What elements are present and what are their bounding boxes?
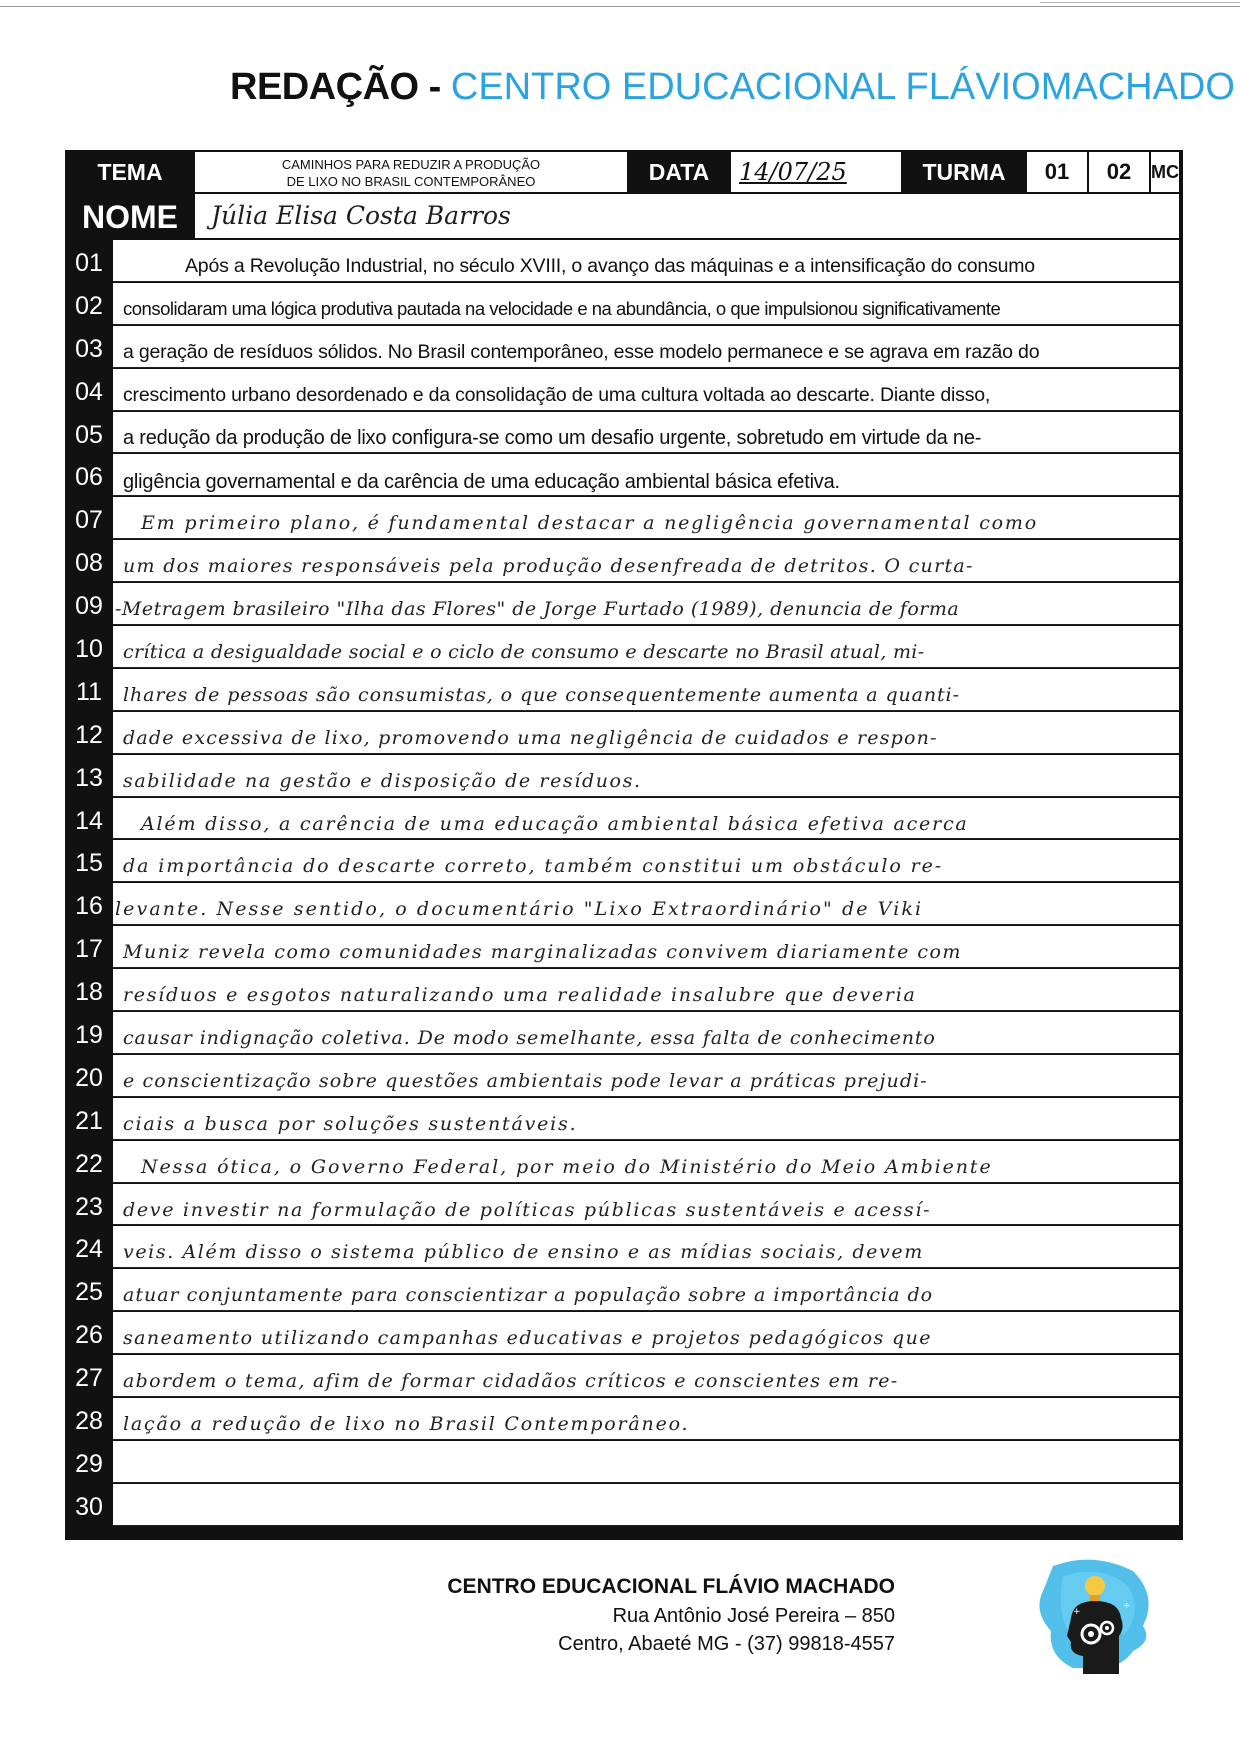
line-number: 21 <box>75 1106 103 1135</box>
svg-text:÷: ÷ <box>1123 1601 1131 1611</box>
line-text[interactable]: levante. Nesse sentido, o documentário "Lixo Extraordinário" de Viki <box>113 883 1179 925</box>
line-number: 18 <box>75 978 103 1007</box>
line-text[interactable] <box>113 1441 1179 1483</box>
nome-row <box>65 194 1183 240</box>
line-number: 24 <box>75 1235 103 1264</box>
line-text[interactable]: lação a redução de lixo no Brasil Contemporâneo. <box>113 1398 1179 1440</box>
line-number: 25 <box>75 1278 103 1307</box>
essay-line <box>65 1269 1183 1312</box>
scan-edge-line-top <box>1040 2 1240 3</box>
footer-address-line-1: Rua Antônio José Pereira – 850 <box>612 1605 895 1627</box>
line-text[interactable]: consolidaram uma lógica produtiva pautada na velocidade e na abundância, o que impulsionou significativamente <box>113 283 1179 325</box>
form-header-row <box>65 150 1183 194</box>
essay-line <box>65 1141 1183 1184</box>
tema-line-2: DE LIXO NO BRASIL CONTEMPORÂNEO <box>286 174 536 189</box>
essay-line <box>65 669 1183 712</box>
line-number: 02 <box>75 291 103 320</box>
essay-line <box>65 283 1183 326</box>
essay-line <box>65 412 1183 455</box>
line-number: 05 <box>75 420 103 449</box>
line-number: 03 <box>75 334 103 363</box>
line-number: 11 <box>76 677 102 706</box>
line-text[interactable]: Além disso, a carência de uma educação ambiental básica efetiva acerca <box>113 798 1179 840</box>
line-number: 20 <box>75 1063 103 1092</box>
line-text[interactable]: Muniz revela como comunidades marginalizadas convivem diariamente com <box>113 926 1179 968</box>
line-number: 13 <box>75 763 103 792</box>
line-text[interactable] <box>113 1484 1179 1526</box>
logo-icon <box>1033 1556 1158 1691</box>
essay-line <box>65 798 1183 841</box>
line-text[interactable]: deve investir na formulação de políticas públicas sustentáveis e acessí- <box>113 1184 1179 1226</box>
page-title <box>230 66 1235 118</box>
nome-label: NOME <box>82 199 178 235</box>
line-text[interactable]: um dos maiores responsáveis pela produção desenfreada de detritos. O curta- <box>113 540 1179 582</box>
line-number: 29 <box>75 1449 103 1478</box>
svg-text:+: + <box>1073 1607 1081 1617</box>
head-lightbulb-gears-logo <box>1033 1556 1158 1691</box>
essay-line <box>65 497 1183 540</box>
line-number: 17 <box>75 935 103 964</box>
essay-sheet <box>65 150 1183 1540</box>
line-text[interactable]: Após a Revolução Industrial, no século XVIII, o avanço das máquinas e a intensificação do consumo <box>113 240 1179 282</box>
essay-line <box>65 1184 1183 1227</box>
tema-text <box>195 152 627 190</box>
line-number: 26 <box>75 1321 103 1350</box>
line-number: 08 <box>75 549 103 578</box>
essay-line <box>65 1441 1183 1484</box>
turma-option-01[interactable] <box>1027 152 1087 192</box>
line-text[interactable]: gligência governamental e da carência de uma educação ambiental básica efetiva. <box>113 454 1179 496</box>
essay-line <box>65 1012 1183 1055</box>
line-text[interactable]: da importância do descarte correto, também constitui um obstáculo re- <box>113 840 1179 882</box>
line-number: 04 <box>75 377 103 406</box>
essay-line <box>65 1355 1183 1398</box>
essay-line <box>65 883 1183 926</box>
line-number: 30 <box>75 1492 103 1521</box>
line-text[interactable]: resíduos e esgotos naturalizando uma realidade insalubre que deveria <box>113 969 1179 1011</box>
essay-line <box>65 454 1183 497</box>
line-number: 15 <box>75 849 103 878</box>
line-text[interactable]: a geração de resíduos sólidos. No Brasil contemporâneo, esse modelo permanece e se agrava em razão do <box>113 326 1179 368</box>
line-text[interactable]: e conscientização sobre questões ambientais pode levar a práticas prejudi- <box>113 1055 1179 1097</box>
line-number: 07 <box>75 506 103 535</box>
turma-option-02[interactable] <box>1089 152 1149 192</box>
line-number: 28 <box>75 1407 103 1436</box>
line-number: 09 <box>75 592 103 621</box>
essay-line <box>65 1226 1183 1269</box>
line-text[interactable]: a redução da produção de lixo configura-se como um desafio urgente, sobretudo em virtude da ne- <box>113 412 1179 454</box>
essay-line <box>65 626 1183 669</box>
scan-edge-line <box>0 6 1240 7</box>
line-text[interactable]: sabilidade na gestão e disposição de resíduos. <box>113 755 1179 797</box>
tema-label: TEMA <box>97 159 163 185</box>
essay-line <box>65 540 1183 583</box>
essay-line <box>65 1312 1183 1355</box>
line-number: 16 <box>75 892 103 921</box>
line-number: 22 <box>75 1149 103 1178</box>
essay-line <box>65 369 1183 412</box>
essay-line <box>65 755 1183 798</box>
line-text[interactable]: veis. Além disso o sistema público de ensino e as mídias sociais, devem <box>113 1226 1179 1268</box>
turma-label: TURMA <box>922 159 1006 185</box>
essay-line <box>65 712 1183 755</box>
line-text[interactable]: -Metragem brasileiro "Ilha das Flores" de Jorge Furtado (1989), denuncia de forma <box>113 583 1179 625</box>
tema-line-1: CAMINHOS PARA REDUZIR A PRODUÇÃO <box>281 157 541 172</box>
line-number: 01 <box>75 249 103 277</box>
line-number: 27 <box>75 1364 103 1393</box>
line-number: 19 <box>75 1021 103 1050</box>
line-text[interactable]: causar indignação coletiva. De modo semelhante, essa falta de conhecimento <box>113 1012 1179 1054</box>
essay-line <box>65 1098 1183 1141</box>
data-field[interactable] <box>731 152 901 192</box>
line-text[interactable]: ciais a busca por soluções sustentáveis. <box>113 1098 1179 1140</box>
title-redacao: REDAÇÃO - <box>230 66 451 108</box>
essay-line <box>65 840 1183 883</box>
line-text[interactable]: atuar conjuntamente para conscientizar a população sobre a importância do <box>113 1269 1179 1311</box>
line-text[interactable]: crítica a desigualdade social e o ciclo de consumo e descarte no Brasil atual, mi- <box>113 626 1179 668</box>
line-text[interactable]: dade excessiva de lixo, promovendo uma negligência de cuidados e respon- <box>113 712 1179 754</box>
line-text[interactable]: lhares de pessoas são consumistas, o que consequentemente aumenta a quanti- <box>113 669 1179 711</box>
line-text[interactable]: crescimento urbano desordenado e da consolidação de uma cultura voltada ao descarte. Diante disso, <box>113 369 1179 411</box>
turma-option-01-label: 01 <box>1044 159 1070 184</box>
essay-line <box>65 1484 1183 1527</box>
line-text[interactable]: Em primeiro plano, é fundamental destacar a negligência governamental como <box>113 497 1179 539</box>
essay-line <box>65 326 1183 369</box>
footer-address <box>447 1572 895 1658</box>
line-number: 14 <box>75 806 103 835</box>
nome-value: Júlia Elisa Costa Barros <box>211 201 511 230</box>
turma-option-mc-label: MC <box>1151 162 1179 182</box>
footer-school-name: CENTRO EDUCACIONAL FLÁVIO MACHADO <box>447 1575 895 1598</box>
line-number: 10 <box>75 635 103 664</box>
line-number: 06 <box>75 463 103 492</box>
essay-line <box>65 240 1183 283</box>
footer-address-line-2: Centro, Abaeté MG - (37) 99818-4557 <box>558 1633 895 1655</box>
essay-line <box>65 1055 1183 1098</box>
title-school: CENTRO EDUCACIONAL FLÁVIOMACHADO <box>450 66 1235 108</box>
line-number: 23 <box>75 1192 103 1221</box>
line-text[interactable]: Nessa ótica, o Governo Federal, por meio do Ministério do Meio Ambiente <box>113 1141 1179 1183</box>
essay-line <box>65 583 1183 626</box>
turma-option-02-label: 02 <box>1106 159 1132 184</box>
line-text[interactable]: saneamento utilizando campanhas educativas e projetos pedagógicos que <box>113 1312 1179 1354</box>
data-label: DATA <box>648 159 710 185</box>
tema-field[interactable] <box>195 152 627 192</box>
essay-line <box>65 969 1183 1012</box>
line-text[interactable]: abordem o tema, afim de formar cidadãos críticos e conscientes em re- <box>113 1355 1179 1397</box>
turma-option-mc[interactable] <box>1151 152 1179 192</box>
essay-line <box>65 926 1183 969</box>
essay-line <box>65 1398 1183 1441</box>
line-number: 12 <box>75 720 103 749</box>
nome-field[interactable] <box>195 194 1179 238</box>
data-value: 14/07/25 <box>739 158 847 186</box>
essay-lines <box>65 240 1183 1527</box>
